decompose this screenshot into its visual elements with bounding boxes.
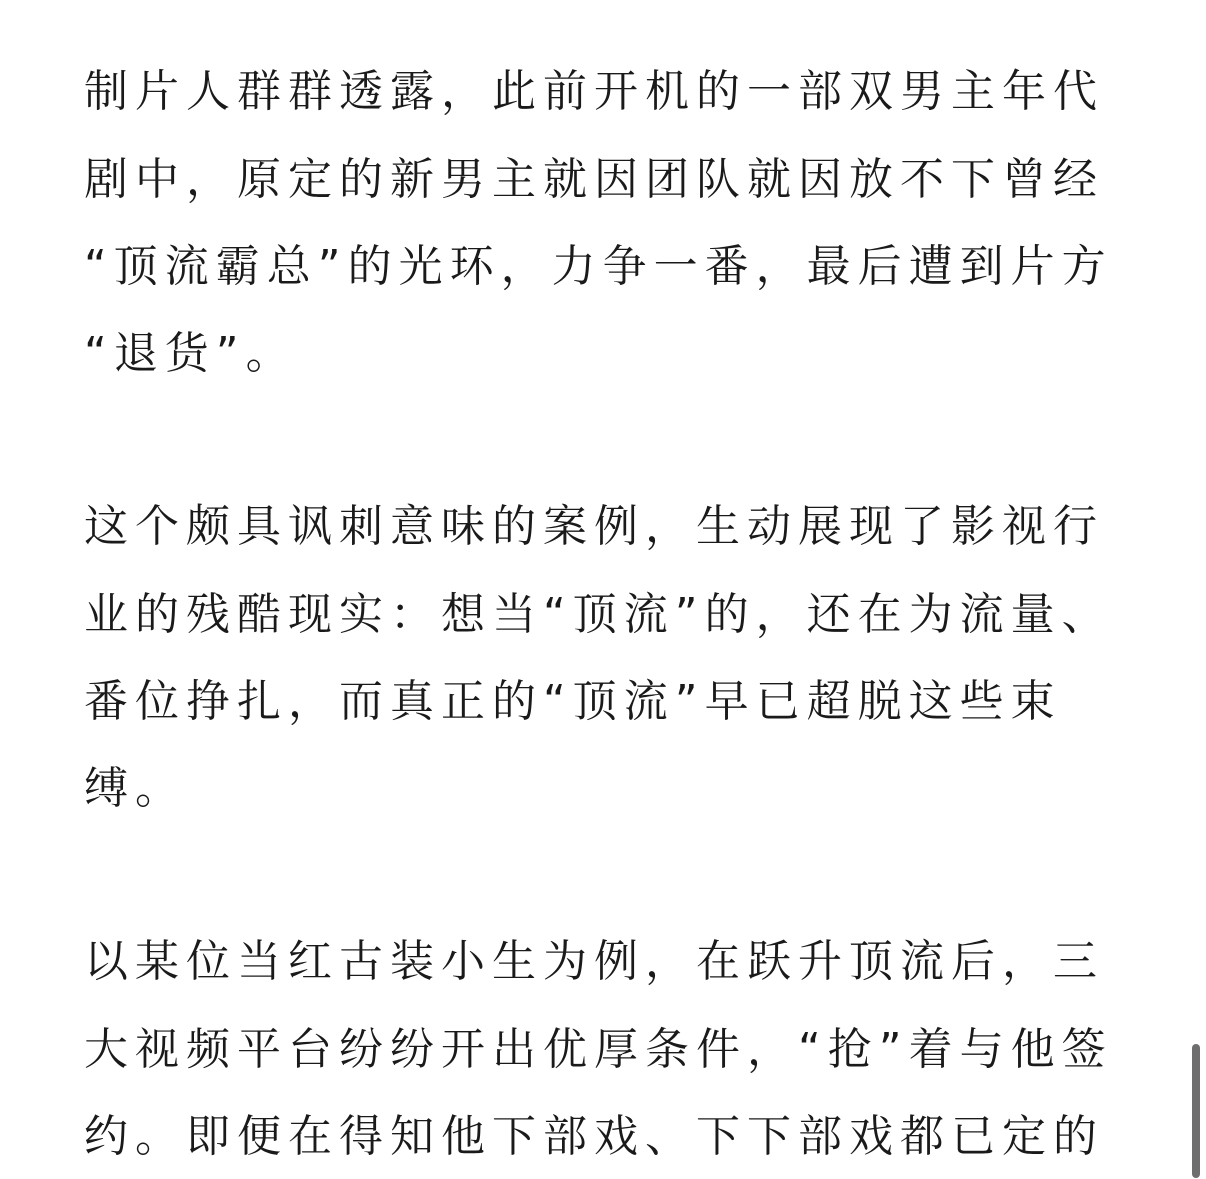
text-line: “顶流霸总”的光环，力争一番，最后遭到片方 [84, 241, 1113, 292]
text-line: 缚。 [84, 763, 186, 814]
text-line: 大视频平台纷纷开出优厚条件，“抢”着与他签 [84, 1024, 1113, 1075]
text-line: 制片人群群透露，此前开机的一部双男主年代 [84, 66, 1104, 117]
text-line: 剧中，原定的新男主就因团队就因放不下曾经 [84, 154, 1104, 205]
text-line: 这个颇具讽刺意味的案例，生动展现了影视行 [84, 501, 1104, 552]
text-line: 约。即便在得知他下部戏、下下部戏都已定的 [84, 1111, 1104, 1162]
scrollbar[interactable] [1192, 1044, 1200, 1178]
text-line: “退货”。 [84, 328, 297, 379]
text-line: 番位挣扎，而真正的“顶流”早已超脱这些束 [84, 676, 1062, 727]
text-line: 业的残酷现实：想当“顶流”的，还在为流量、 [84, 589, 1113, 640]
text-line: 以某位当红古装小生为例，在跃升顶流后，三 [84, 936, 1104, 987]
